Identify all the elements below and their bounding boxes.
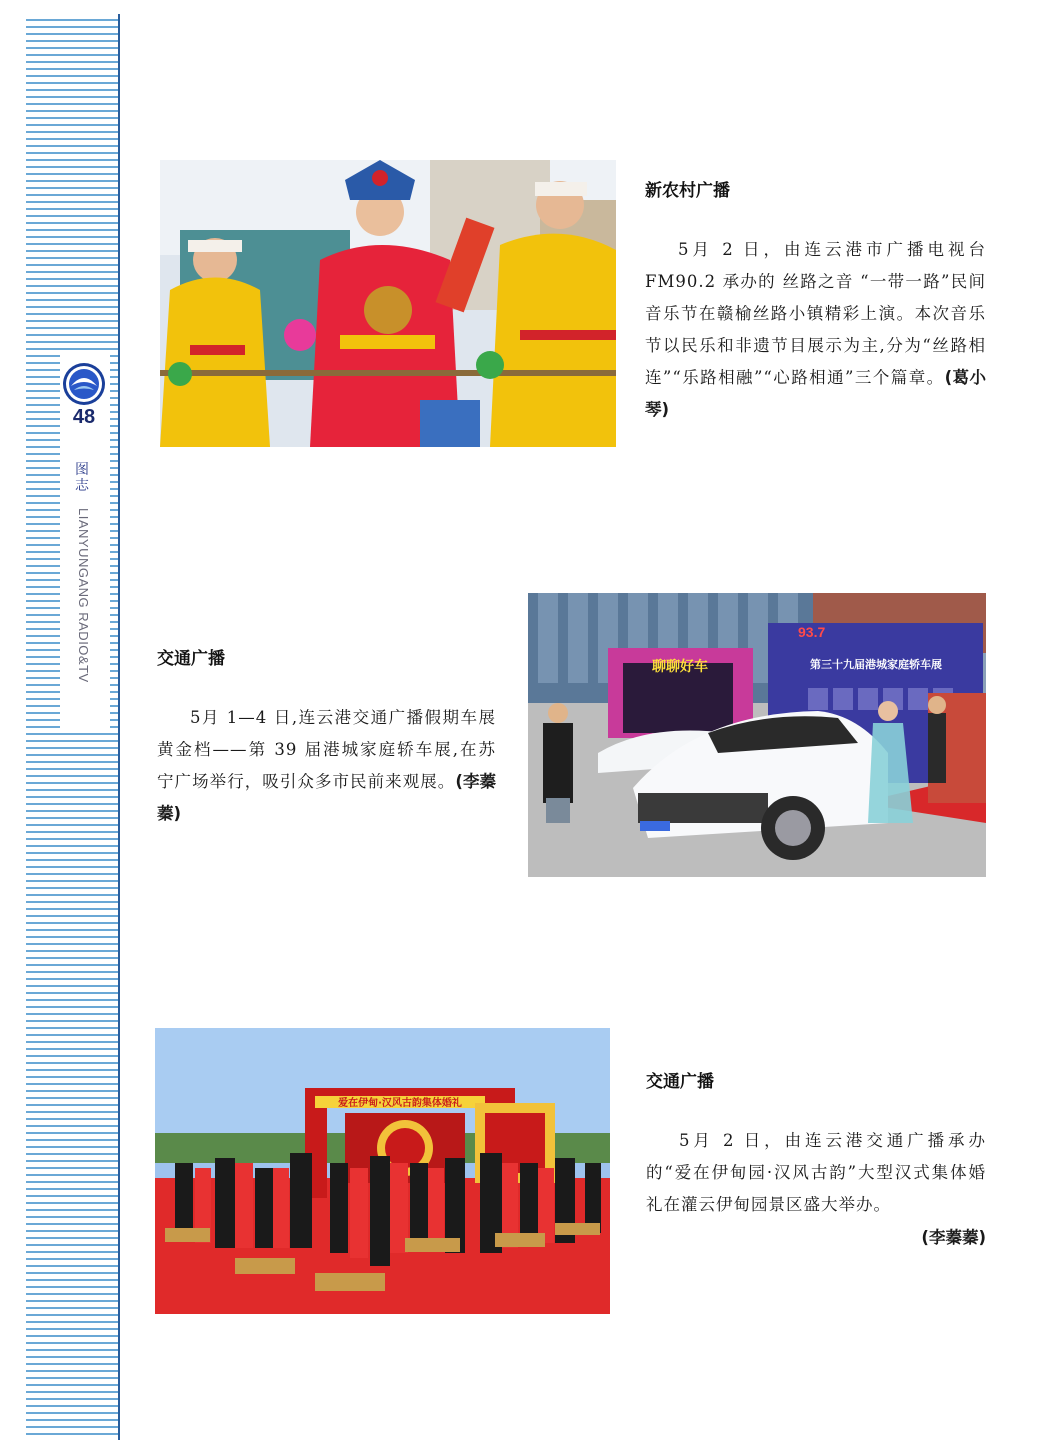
article-body-text: 5月 2 日，由连云港交通广播承办的“爱在伊甸园·汉风古韵”大型汉式集体婚礼在灌云伊甸园景区盛大举办。 — [646, 1131, 986, 1214]
magazine-cn-title: 图志 — [75, 462, 89, 494]
wedding-banner-text: 爱在伊甸·汉风古韵集体婚礼 — [338, 1098, 462, 1109]
page-number: 48 — [72, 406, 96, 428]
car-show-stage-text: 第三十九届港城家庭轿车展 — [810, 658, 942, 671]
photo-folk-performers — [160, 160, 616, 447]
photo-car-show — [528, 593, 986, 877]
radio-logo-text: 93.7 — [798, 624, 826, 640]
article-heading: 交通广播 — [646, 1072, 714, 1092]
article-heading: 交通广播 — [157, 649, 225, 669]
article-body — [646, 1125, 986, 1221]
article-credit: (李蓁蓁) — [157, 772, 497, 823]
article-body-text: 5月 1—4 日,连云港交通广播假期车展黄金档——第 39 届港城家庭轿车展,在苏宁广场举行，吸引众多市民前来观展。 — [157, 708, 496, 791]
car-show-arch-text: 聊聊好车 — [652, 659, 708, 675]
article-body-text: 5月 2 日，由连云港市广播电视台 FM90.2 承办的 丝路之音 “一带一路”民间音乐节在赣榆丝路小镇精彩上演。本次音乐节以民乐和非遗节目展示为主,分为“丝路相连”“乐路相融”“心路相通”三个篇章。 — [645, 240, 986, 387]
article-body — [157, 702, 496, 830]
magazine-en-title: LIANYUNGANG RADIO&TV — [76, 508, 91, 683]
article-credit: (葛小琴) — [645, 368, 986, 419]
article-heading: 新农村广播 — [645, 181, 730, 201]
article-body — [645, 234, 986, 426]
article-credit: (李蓁蓁) — [921, 1228, 986, 1247]
photo-han-wedding — [155, 1028, 610, 1314]
magazine-logo-icon — [62, 362, 106, 406]
